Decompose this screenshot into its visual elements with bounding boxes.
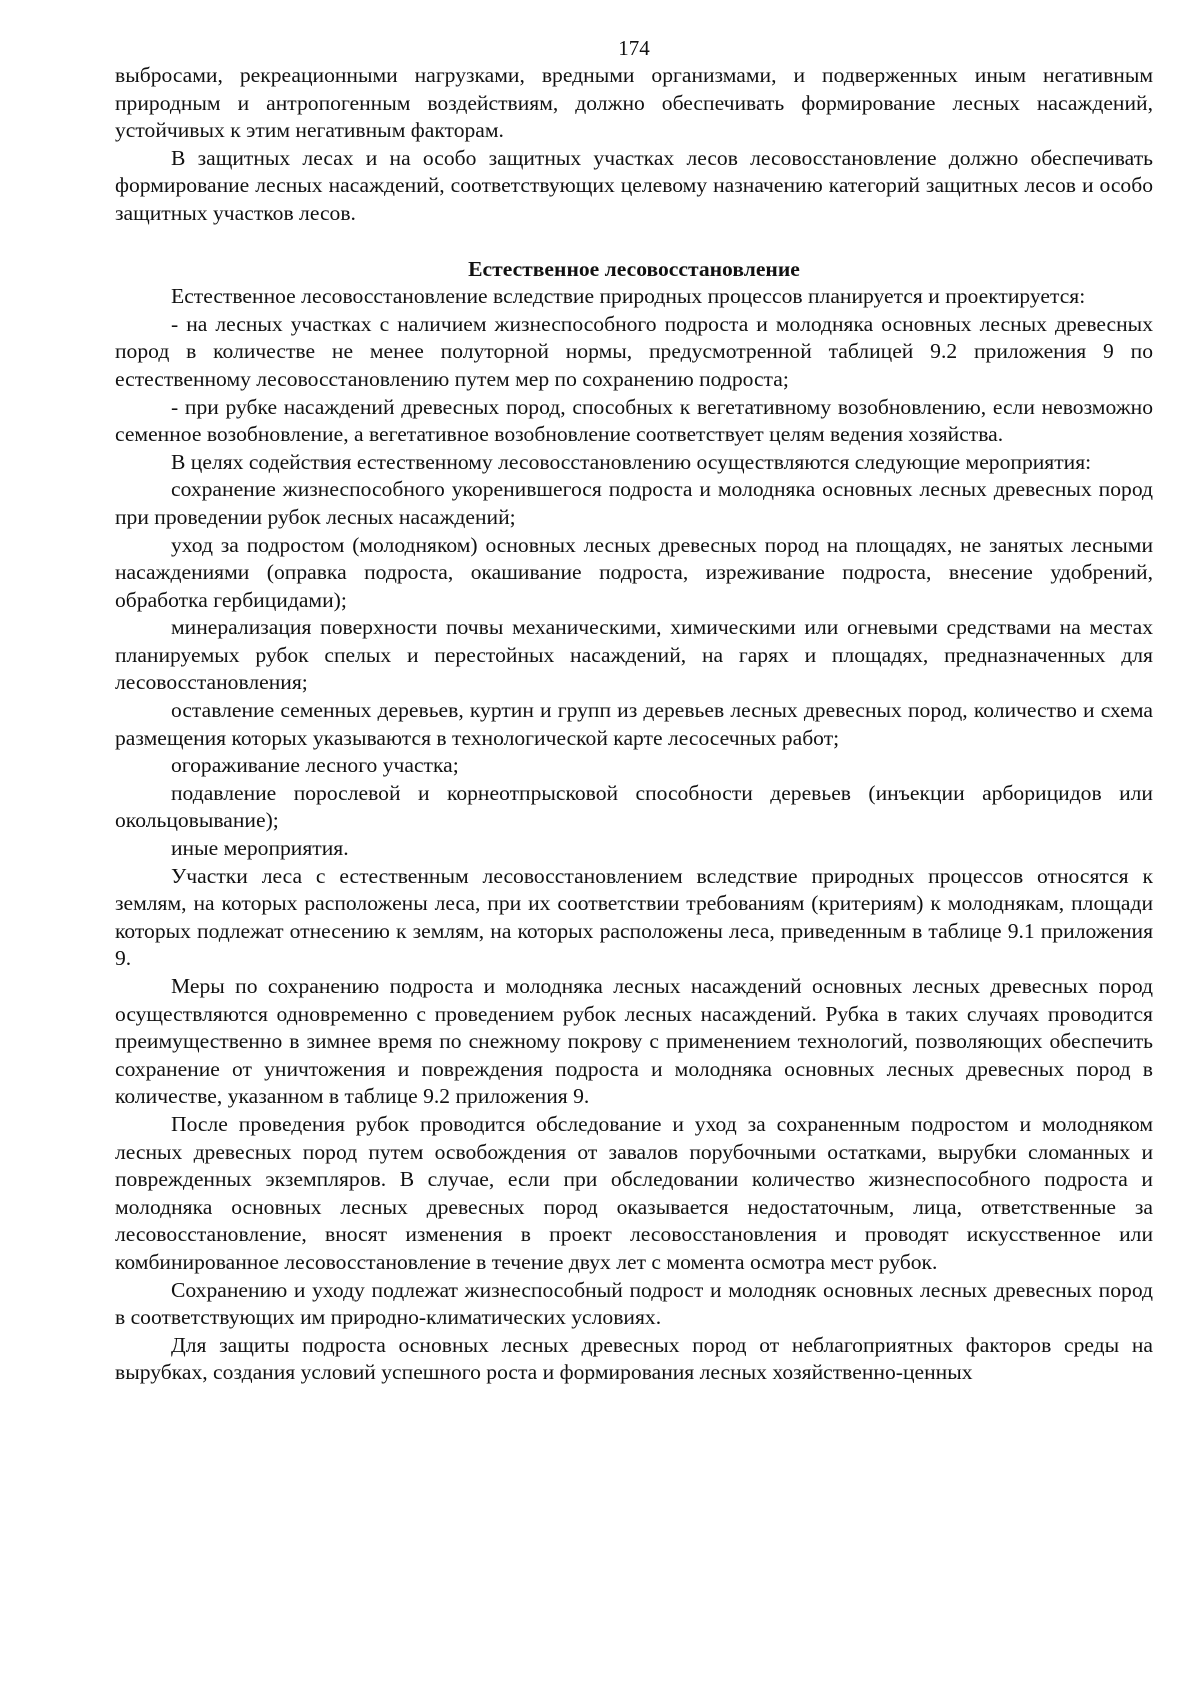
paragraph: Естественное лесовосстановление вследствие природных процессов планируется и проектируется: — [171, 284, 1086, 309]
document-page — [115, 34, 1153, 1387]
paragraph: В защитных лесах и на особо защитных участках лесов лесовосстановление должно обеспечивать формирование лесных насаждений, соответствующих целевому назначению категорий защитных лесов и особо защитных участков лесов. — [115, 145, 1153, 225]
list-item: - при рубке насаждений древесных пород, способных к вегетативному возобновлению, если невозможно семенное возобновление, а вегетативное возобновление соответствует целям ведения хозяйства. — [115, 394, 1153, 447]
section-heading: Естественное лесовосстановление — [468, 256, 800, 281]
paragraph: После проведения рубок проводится обследование и уход за сохраненным подростом и молодняком лесных древесных пород путем освобождения от завалов порубочными остатками, вырубки сломанных и поврежденных экземпляров. В случае, если при обследовании количество жизнеспособного подроста и молодняка основных лесных древесных пород оказывается недостаточным, лица, ответственные за лесовосстановление, вносят изменения в проект лесовосстановления и проводят искусственное или комбинированное лесовосстановление в течение двух лет с момента осмотра мест рубок. — [115, 1111, 1153, 1274]
list-item: иные мероприятия. — [171, 836, 349, 861]
paragraph: Меры по сохранению подроста и молодняка лесных насаждений основных лесных древесных пород осуществляются одновременно с проведением рубок лесных насаждений. Рубка в таких случаях проводится преимущественно в зимнее время по снежному покрову с применением технологий, позволяющих обеспечить сохранение от уничтожения и повреждения подроста и молодняка основных лесных древесных пород в количестве, указанном в таблице 9.2 приложения 9. — [115, 974, 1153, 1109]
list-item: - на лесных участках с наличием жизнеспособного подроста и молодняка основных лесных древесных пород в количестве не менее полуторной нормы, предусмотренной таблицей 9.2 приложения 9 по естественному лесовосстановлению путем мер по сохранению подроста; — [115, 311, 1153, 391]
page-number: 174 — [618, 36, 650, 60]
paragraph-continuation: выбросами, рекреационными нагрузками, вредными организмами, и подверженных иным негативным природным и антропогенным воздействиям, должно обеспечивать формирование лесных насаждений, устойчивых к этим негативным факторам. — [115, 63, 1153, 143]
list-item: подавление порослевой и корнеотпрысковой способности деревьев (инъекции арборицидов или окольцовывание); — [115, 780, 1153, 833]
list-item: сохранение жизнеспособного укоренившегося подроста и молодняка основных лесных древесных пород при проведении рубок лесных насаждений; — [115, 477, 1153, 529]
paragraph: Для защиты подроста основных лесных древесных пород от неблагоприятных факторов среды на вырубках, создания условий успешного роста и формирования лесных хозяйственно-ценных — [115, 1332, 1153, 1385]
list-item: оставление семенных деревьев, куртин и групп из деревьев лесных древесных пород, количество и схема размещения которых указываются в технологической карте лесосечных работ; — [115, 698, 1153, 750]
list-item: огораживание лесного участка; — [171, 753, 459, 778]
paragraph: Участки леса с естественным лесовосстановлением вследствие природных процессов относятся к землям, на которых расположены леса, при их соответствии требованиям (критериям) к молоднякам, площади которых подлежат отнесению к землям, на которых расположены леса, приведенным в таблице 9.1 приложения 9. — [115, 863, 1153, 971]
list-item: уход за подростом (молодняком) основных лесных древесных пород на площадях, не занятых лесными насаждениями (оправка подроста, окашивание подроста, изреживание подроста, внесение удобрений, обработка гербицидами); — [115, 532, 1153, 612]
paragraph: Сохранению и уходу подлежат жизнеспособный подрост и молодняк основных лесных древесных пород в соответствующих им природно-климатических условиях. — [115, 1277, 1153, 1330]
paragraph: В целях содействия естественному лесовосстановлению осуществляются следующие мероприятия: — [171, 449, 1092, 474]
list-item: минерализация поверхности почвы механическими, химическими или огневыми средствами на местах планируемых рубок спелых и перестойных насаждений, на гарях и площадях, предназначенных для лесовосстановления; — [115, 615, 1153, 695]
